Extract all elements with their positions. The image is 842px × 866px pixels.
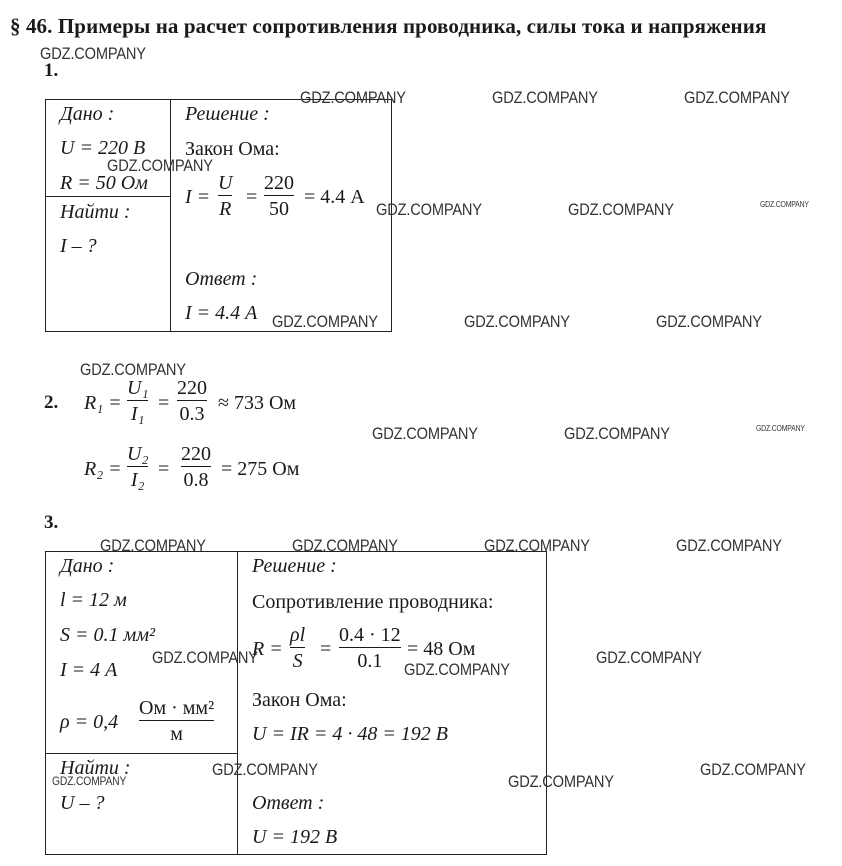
problem-3-r-fraction-formula bbox=[290, 623, 305, 674]
problem-1-fraction-values-denominator: 50 bbox=[269, 198, 289, 220]
page-title: § 46. Примеры на расчет сопротивления проводника, силы тока и напряжения bbox=[10, 14, 767, 38]
problem-2-line-2-fraction-ohm bbox=[127, 442, 148, 493]
problem-1-answer-label: Ответ : bbox=[185, 268, 258, 290]
problem-3-given-resistivity: ρ = 0,4 bbox=[60, 711, 119, 733]
problem-2-number: 2. bbox=[44, 392, 59, 413]
watermark: GDZ.COMPANY bbox=[492, 88, 598, 107]
watermark: GDZ.COMPANY bbox=[760, 200, 809, 209]
watermark: GDZ.COMPANY bbox=[40, 44, 146, 63]
problem-2-line-2-values-numerator: 220 bbox=[181, 443, 211, 465]
problem-2-line-2-lhs: R₂ = bbox=[84, 458, 122, 480]
watermark: GDZ.COMPANY bbox=[52, 774, 127, 788]
problem-2-line-1-result: ≈ 733 Ом bbox=[218, 392, 297, 414]
problem-1-fraction-ohm-numerator: U bbox=[218, 172, 233, 194]
problem-3-r-formula-numerator: ρl bbox=[290, 624, 306, 646]
watermark: GDZ.COMPANY bbox=[272, 312, 378, 331]
problem-1-equals: = bbox=[246, 186, 258, 208]
watermark: GDZ.COMPANY bbox=[508, 772, 614, 791]
problem-1-number: 1. bbox=[44, 60, 59, 81]
problem-1-law: Закон Ома: bbox=[185, 138, 280, 160]
problem-3-find-label: Найти : bbox=[60, 757, 131, 779]
problem-3-resistance-text: Сопротивление проводника: bbox=[252, 591, 494, 613]
problem-3-r-formula-denominator: S bbox=[292, 650, 303, 672]
watermark: GDZ.COMPANY bbox=[656, 312, 762, 331]
watermark: GDZ.COMPANY bbox=[100, 536, 206, 555]
problem-2-line-2-fraction-values bbox=[181, 442, 211, 493]
problem-3-r-result: = 48 Ом bbox=[407, 638, 476, 660]
watermark: GDZ.COMPANY bbox=[152, 648, 258, 667]
problem-3-given-length: l = 12 м bbox=[60, 589, 127, 611]
problem-3-answer-label: Ответ : bbox=[252, 792, 325, 814]
watermark: GDZ.COMPANY bbox=[404, 660, 510, 679]
problem-2-line-2-result: = 275 Ом bbox=[221, 458, 300, 480]
problem-2-line-1-lhs: R₁ = bbox=[84, 392, 122, 414]
watermark: GDZ.COMPANY bbox=[676, 536, 782, 555]
problem-3-voltage-calc: U = IR = 4 · 48 = 192 В bbox=[252, 723, 449, 745]
problem-1-result: = 4.4 А bbox=[304, 186, 365, 208]
watermark: GDZ.COMPANY bbox=[300, 88, 406, 107]
watermark: GDZ.COMPANY bbox=[484, 536, 590, 555]
problem-2-line-1-values-numerator: 220 bbox=[177, 377, 207, 399]
problem-2-line-1-equals: = bbox=[158, 392, 170, 414]
watermark: GDZ.COMPANY bbox=[212, 760, 318, 779]
problem-3-r-lhs: R = bbox=[252, 638, 283, 660]
problem-1-divider-vertical bbox=[170, 99, 171, 331]
problem-3-r-fraction-values bbox=[339, 623, 401, 674]
watermark: GDZ.COMPANY bbox=[596, 648, 702, 667]
problem-2-line-1-fraction-ohm bbox=[127, 376, 148, 427]
problem-3-given-current: I = 4 А bbox=[60, 659, 118, 681]
problem-2-line-1-fraction-values bbox=[177, 376, 207, 427]
problem-1-fraction-ohm-denominator: R bbox=[219, 198, 232, 220]
problem-1-fraction-values-numerator: 220 bbox=[264, 172, 294, 194]
problem-1-solution-label: Решение : bbox=[185, 103, 270, 125]
watermark: GDZ.COMPANY bbox=[107, 156, 213, 175]
problem-1-fraction-values bbox=[264, 171, 294, 222]
problem-3-resistivity-unit-denominator: м bbox=[170, 723, 183, 745]
problem-2-line-2-denominator: I₂ bbox=[130, 469, 145, 491]
watermark: GDZ.COMPANY bbox=[372, 424, 478, 443]
problem-3-divider-vertical bbox=[237, 551, 238, 854]
watermark: GDZ.COMPANY bbox=[564, 424, 670, 443]
problem-3-r-values-denominator: 0.1 bbox=[357, 650, 383, 672]
problem-3-r-equals: = bbox=[320, 638, 332, 660]
problem-2-line-1-numerator: U₁ bbox=[127, 377, 149, 399]
problem-1-answer-value: I = 4.4 А bbox=[185, 302, 258, 324]
problem-3-r-values-numerator: 0.4 · 12 bbox=[339, 624, 401, 646]
problem-3-law: Закон Ома: bbox=[252, 689, 347, 711]
problem-1-divider-horizontal bbox=[45, 196, 171, 197]
problem-3-find-value: U – ? bbox=[60, 792, 105, 814]
watermark: GDZ.COMPANY bbox=[80, 360, 186, 379]
watermark: GDZ.COMPANY bbox=[376, 200, 482, 219]
problem-1-lhs: I = bbox=[185, 186, 211, 208]
problem-1-given-voltage: U = 220 В bbox=[60, 137, 146, 159]
problem-3-solution-label: Решение : bbox=[252, 555, 337, 577]
problem-1-given-label: Дано : bbox=[60, 103, 115, 125]
problem-3-given-area: S = 0.1 мм² bbox=[60, 624, 156, 646]
problem-2-line-2-equals: = bbox=[158, 458, 170, 480]
problem-2-line-2-numerator: U₂ bbox=[127, 443, 149, 465]
watermark: GDZ.COMPANY bbox=[568, 200, 674, 219]
problem-3-answer-value: U = 192 В bbox=[252, 826, 338, 848]
problem-1-find-value: I – ? bbox=[60, 235, 97, 257]
watermark: GDZ.COMPANY bbox=[464, 312, 570, 331]
problem-3-number: 3. bbox=[44, 512, 59, 533]
problem-2-line-1-values-denominator: 0.3 bbox=[179, 403, 205, 425]
watermark: GDZ.COMPANY bbox=[292, 536, 398, 555]
problem-2-line-2-values-denominator: 0.8 bbox=[183, 469, 209, 491]
watermark: GDZ.COMPANY bbox=[700, 760, 806, 779]
problem-2-line-1-denominator: I₁ bbox=[130, 403, 145, 425]
problem-3-given-label: Дано : bbox=[60, 555, 115, 577]
problem-1-fraction-ohm bbox=[218, 171, 232, 222]
problem-3-resistivity-unit-numerator: Ом · мм² bbox=[139, 697, 215, 719]
problem-1-find-label: Найти : bbox=[60, 201, 131, 223]
watermark: GDZ.COMPANY bbox=[756, 424, 805, 433]
problem-3-divider-horizontal bbox=[45, 753, 238, 754]
watermark: GDZ.COMPANY bbox=[684, 88, 790, 107]
problem-1-given-resistance: R = 50 Ом bbox=[60, 172, 148, 194]
problem-3-resistivity-unit bbox=[139, 696, 214, 747]
